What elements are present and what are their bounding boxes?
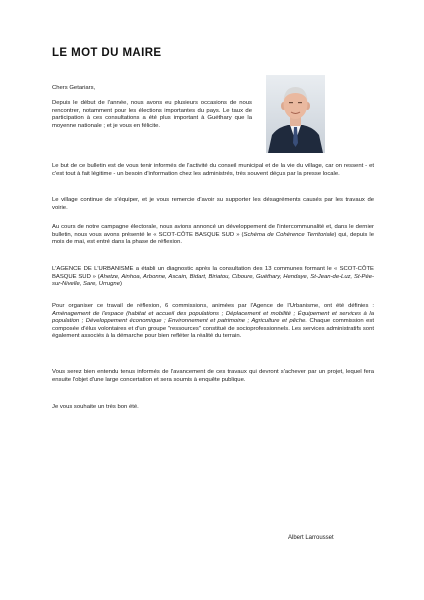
closing-line: Je vous souhaite un très bon été.: [52, 404, 139, 410]
paragraph-campagne: [52, 224, 374, 247]
paragraph-commissions: [52, 303, 374, 341]
paragraph-agence: [52, 266, 374, 289]
text-run: L'AGENCE DE L'URBANISME a établi un diagnostic après la consultation des 13 communes formant le « SCOT-CÔTE BASQUE SUD » (: [52, 266, 374, 280]
text-run-italic: Ahetze, Ainhoa, Arbonne, Ascain, Bidart, Biriatou, Ciboure, Guéthary, Hendaye, St-Jean-de-Luz, St-Pée-sur-Nivelle, Sare, Urrugne: [52, 273, 374, 288]
paragraph-travaux: Vous serez bien entendu tenus informés de l'avancement de ces travaux qui devront s'achever par un projet, lequel fera ensuite l'objet d'une large concertation et sera soumis à enquête publique.: [52, 369, 374, 383]
text-run-italic: Aménagement de l'espace (habitat et accueil des populations ; Déplacement et mobilité ; Équipement et services à la population ; Développement économique ; Environnement et patrimoine ; Agriculture et pêche.: [52, 310, 374, 325]
paragraph-bulletin: Le but de ce bulletin est de vous tenir informés de l'activité du conseil municipal et de la vie du village, car on ressent - et c'est tout à fait légitime - un besoin d'information chez les administrés, très souvent déçus par la presse locale.: [52, 163, 374, 177]
text-run: Au cours de notre campagne électorale, nous avions annoncé un développement de l'intercommunalité et, dans le dernier bulletin, nous vous avons présenté le « SCOT-CÔTE BASQUE SUD » (: [52, 224, 374, 238]
paragraph-voirie: Le village continue de s'équiper, et je vous remercie d'avoir su supporter les désagréments causés par les travaux de voirie.: [52, 197, 374, 211]
signature: Albert Larrousset: [288, 535, 334, 541]
text-run: Pour organiser ce travail de réflexion, 6 commissions, animées par l'Agence de l'Urbanisme, ont été définies :: [52, 303, 374, 309]
salutation: Chers Getariars,: [52, 85, 96, 91]
text-run-italic: Schéma de Cohérence Territoriale: [243, 231, 335, 238]
page-title: LE MOT DU MAIRE: [52, 47, 162, 59]
text-run: ) qui, depuis le mois de mai, est entré dans la phase de réflexion.: [52, 231, 375, 246]
mayor-portrait: [266, 75, 325, 153]
text-run: ): [120, 281, 122, 288]
intro-paragraph: Depuis le début de l'année, nous avons eu plusieurs occasions de nous rencontrer, notamment pour les élections importantes du pays. Le taux de participation à ces consultations a été plus important à Guéthary que la moyenne nationale ; et je vous en félicite.: [52, 100, 252, 129]
text-run: Chaque commission est composée d'élus volontaires et d'un groupe "ressources" constitué de socioprofessionnels. Les services administratifs sont également associés à la démarche pour bien refléter la réalité du terrain.: [52, 318, 375, 340]
